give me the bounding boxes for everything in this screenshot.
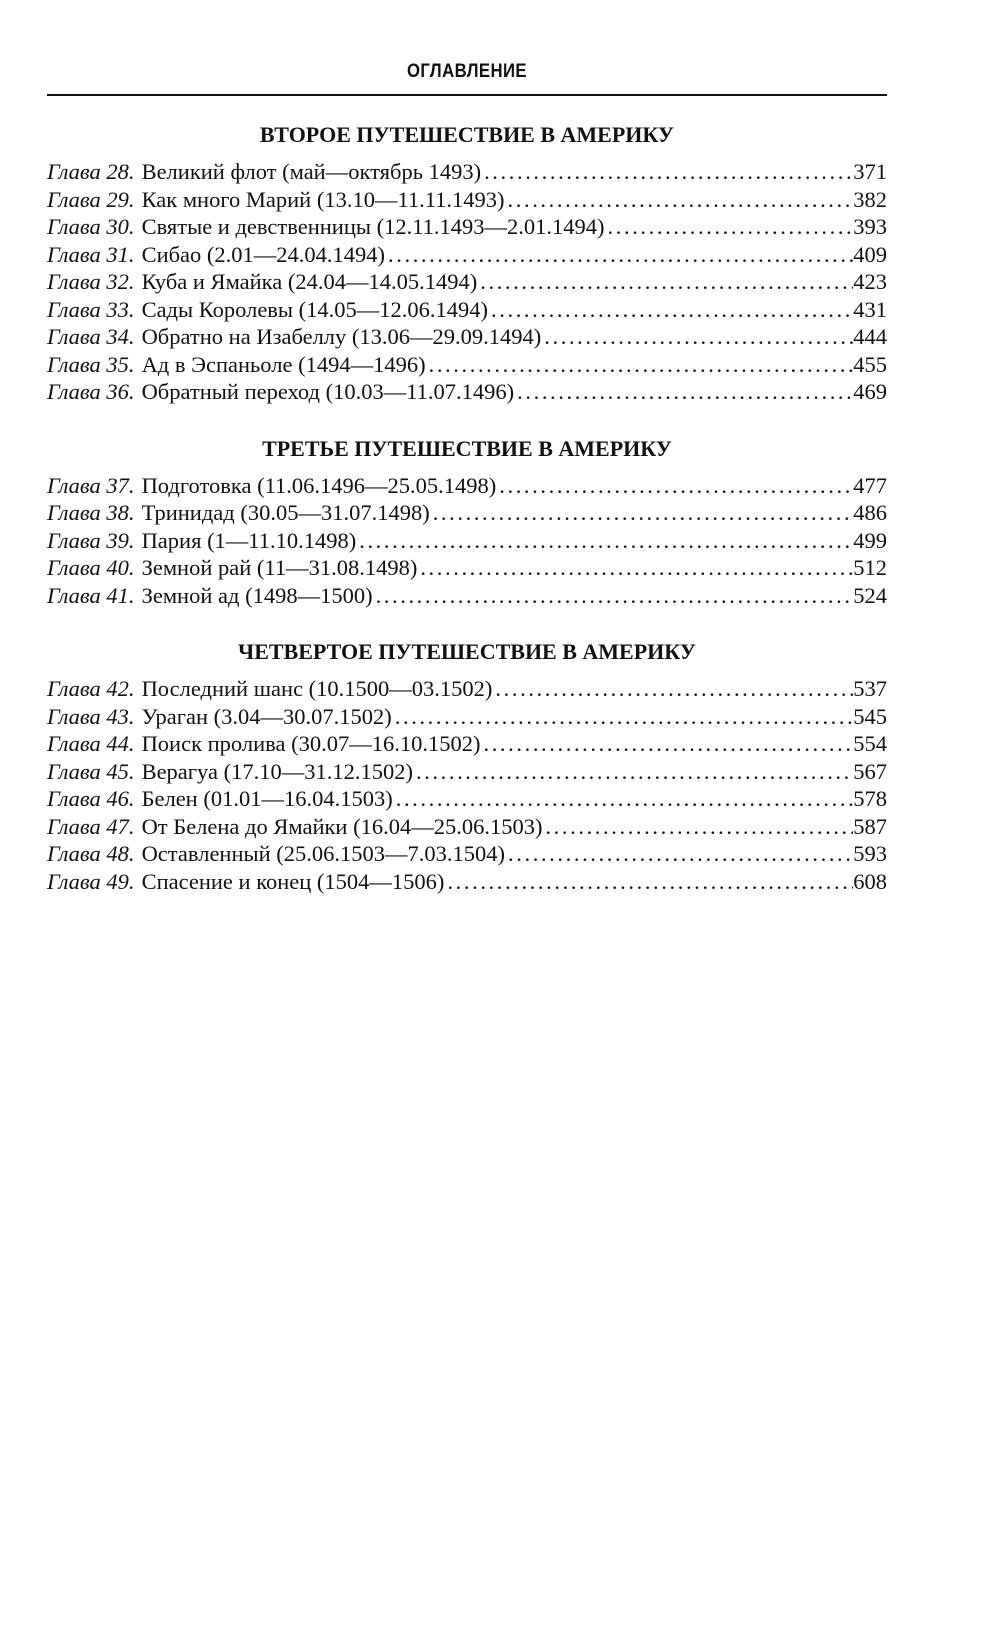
chapter-label: Глава 44. bbox=[47, 731, 135, 756]
chapter-label: Глава 37. bbox=[47, 472, 135, 498]
chapter-title: Святые и девственницы (12.11.1493—2.01.1494) bbox=[141, 214, 605, 239]
chapter-title: От Белена до Ямайки (16.04—25.06.1503) bbox=[141, 813, 543, 839]
page-number: 567 bbox=[853, 758, 887, 784]
chapter-label: Глава 45. bbox=[47, 758, 135, 784]
page-number: 431 bbox=[853, 296, 887, 322]
toc-entry bbox=[47, 378, 887, 406]
toc-entry bbox=[47, 268, 887, 296]
dot-leader bbox=[605, 213, 854, 241]
chapter-title: Ураган (3.04—30.07.1502) bbox=[141, 703, 392, 729]
toc-entry bbox=[47, 813, 887, 841]
section-title: ТРЕТЬЕ ПУТЕШЕСТВИЕ В АМЕРИКУ bbox=[262, 435, 672, 461]
chapter-title: Земной ад (1498—1500) bbox=[141, 582, 373, 608]
section-title: ЧЕТВЕРТОЕ ПУТЕШЕСТВИЕ В АМЕРИКУ bbox=[238, 639, 696, 664]
dot-leader bbox=[505, 186, 854, 214]
dot-leader bbox=[477, 268, 853, 296]
page-number: 554 bbox=[853, 731, 887, 756]
dot-leader bbox=[496, 472, 853, 500]
chapter-title: Земной рай (11—31.08.1498) bbox=[141, 555, 418, 580]
toc-entry bbox=[47, 241, 887, 269]
chapter-title: Ад в Эспаньоле (1494—1496) bbox=[141, 351, 426, 377]
dot-leader bbox=[385, 241, 853, 269]
dot-leader bbox=[426, 351, 854, 379]
running-head: ОГЛАВЛЕНИЕ bbox=[406, 61, 528, 82]
chapter-title: Пария (1—11.10.1498) bbox=[141, 527, 357, 553]
toc-entry bbox=[47, 840, 887, 868]
chapter-title: Сады Королевы (14.05—12.06.1494) bbox=[141, 296, 489, 322]
chapter-label: Глава 35. bbox=[47, 351, 135, 377]
toc-entry bbox=[47, 785, 887, 813]
page-number: 477 bbox=[853, 472, 887, 498]
toc-entry bbox=[47, 499, 887, 527]
page-number: 382 bbox=[853, 186, 887, 212]
dot-leader bbox=[356, 527, 853, 555]
chapter-title: Обратно на Изабеллу (13.06—29.09.1494) bbox=[141, 324, 542, 349]
chapter-title: Белен (01.01—16.04.1503) bbox=[141, 786, 393, 811]
chapter-label: Глава 41. bbox=[47, 582, 135, 608]
chapter-label: Глава 40. bbox=[47, 555, 135, 580]
page-number: 409 bbox=[853, 241, 887, 267]
toc-entry bbox=[47, 186, 887, 214]
chapter-title: Обратный переход (10.03—11.07.1496) bbox=[141, 379, 515, 404]
dot-leader bbox=[481, 158, 853, 186]
chapter-title: Сибао (2.01—24.04.1494) bbox=[141, 241, 386, 267]
dot-leader bbox=[444, 868, 853, 896]
page-number: 455 bbox=[853, 351, 887, 377]
toc-sections bbox=[47, 122, 887, 895]
dot-leader bbox=[542, 813, 853, 841]
dot-leader bbox=[393, 785, 854, 813]
page-number: 593 bbox=[853, 841, 887, 866]
page-number: 587 bbox=[853, 813, 887, 839]
chapter-title: Подготовка (11.06.1496—25.05.1498) bbox=[141, 472, 497, 498]
chapter-label: Глава 33. bbox=[47, 296, 135, 322]
dot-leader bbox=[488, 296, 853, 324]
chapter-label: Глава 43. bbox=[47, 703, 135, 729]
toc-entry bbox=[47, 868, 887, 896]
dot-leader bbox=[541, 323, 853, 351]
page-number: 469 bbox=[853, 379, 887, 404]
chapter-title: Как много Марий (13.10—11.11.1493) bbox=[141, 186, 505, 212]
chapter-label: Глава 32. bbox=[47, 269, 135, 294]
toc-entry bbox=[47, 296, 887, 324]
page-number: 524 bbox=[853, 582, 887, 608]
toc-entry bbox=[47, 554, 887, 582]
chapter-label: Глава 39. bbox=[47, 527, 135, 553]
chapter-title: Великий флот (май—октябрь 1493) bbox=[141, 159, 482, 184]
chapter-title: Оставленный (25.06.1503—7.03.1504) bbox=[141, 841, 506, 866]
chapter-label: Глава 28. bbox=[47, 159, 135, 184]
dot-leader bbox=[430, 499, 854, 527]
toc-section bbox=[47, 639, 887, 895]
chapter-title: Куба и Ямайка (24.04—14.05.1494) bbox=[141, 269, 478, 294]
toc-section bbox=[47, 436, 887, 610]
dot-leader bbox=[514, 378, 853, 406]
chapter-title: Тринидад (30.05—31.07.1498) bbox=[141, 500, 430, 525]
chapter-title: Спасение и конец (1504—1506) bbox=[141, 868, 445, 894]
chapter-label: Глава 31. bbox=[47, 241, 135, 267]
section-title: ВТОРОЕ ПУТЕШЕСТВИЕ В АМЕРИКУ bbox=[259, 122, 675, 147]
toc-entry bbox=[47, 582, 887, 610]
dot-leader bbox=[417, 554, 853, 582]
chapter-label: Глава 29. bbox=[47, 186, 135, 212]
chapter-title: Верагуа (17.10—31.12.1502) bbox=[141, 758, 413, 784]
page-number: 608 bbox=[853, 868, 887, 894]
chapter-label: Глава 36. bbox=[47, 379, 135, 404]
chapter-label: Глава 30. bbox=[47, 214, 135, 239]
toc-page bbox=[47, 58, 887, 895]
toc-list bbox=[47, 675, 887, 895]
toc-entry bbox=[47, 213, 887, 241]
header-rule bbox=[47, 94, 887, 96]
page-number: 545 bbox=[853, 703, 887, 729]
toc-entry bbox=[47, 758, 887, 786]
page-number: 423 bbox=[853, 269, 887, 294]
toc-list bbox=[47, 158, 887, 406]
chapter-label: Глава 48. bbox=[47, 841, 135, 866]
page-number: 486 bbox=[853, 500, 887, 525]
dot-leader bbox=[413, 758, 853, 786]
chapter-label: Глава 49. bbox=[47, 868, 135, 894]
toc-entry bbox=[47, 351, 887, 379]
chapter-title: Поиск пролива (30.07—16.10.1502) bbox=[141, 731, 481, 756]
page-number: 578 bbox=[853, 786, 887, 811]
toc-entry bbox=[47, 527, 887, 555]
toc-entry bbox=[47, 472, 887, 500]
page-number: 444 bbox=[853, 324, 887, 349]
page-number: 371 bbox=[853, 159, 887, 184]
toc-entry bbox=[47, 675, 887, 703]
dot-leader bbox=[505, 840, 853, 868]
toc-entry bbox=[47, 158, 887, 186]
toc-list bbox=[47, 472, 887, 610]
page-number: 393 bbox=[853, 214, 887, 239]
page-number: 512 bbox=[853, 555, 887, 580]
toc-entry bbox=[47, 730, 887, 758]
chapter-label: Глава 46. bbox=[47, 786, 135, 811]
toc-section bbox=[47, 122, 887, 406]
chapter-title: Последний шанс (10.1500—03.1502) bbox=[141, 676, 493, 701]
toc-entry bbox=[47, 323, 887, 351]
chapter-label: Глава 34. bbox=[47, 324, 135, 349]
dot-leader bbox=[492, 675, 853, 703]
chapter-label: Глава 47. bbox=[47, 813, 135, 839]
page-number: 499 bbox=[853, 527, 887, 553]
dot-leader bbox=[373, 582, 854, 610]
dot-leader bbox=[392, 703, 854, 731]
page-number: 537 bbox=[853, 676, 887, 701]
toc-entry bbox=[47, 703, 887, 731]
chapter-label: Глава 38. bbox=[47, 500, 135, 525]
chapter-label: Глава 42. bbox=[47, 676, 135, 701]
dot-leader bbox=[480, 730, 853, 758]
